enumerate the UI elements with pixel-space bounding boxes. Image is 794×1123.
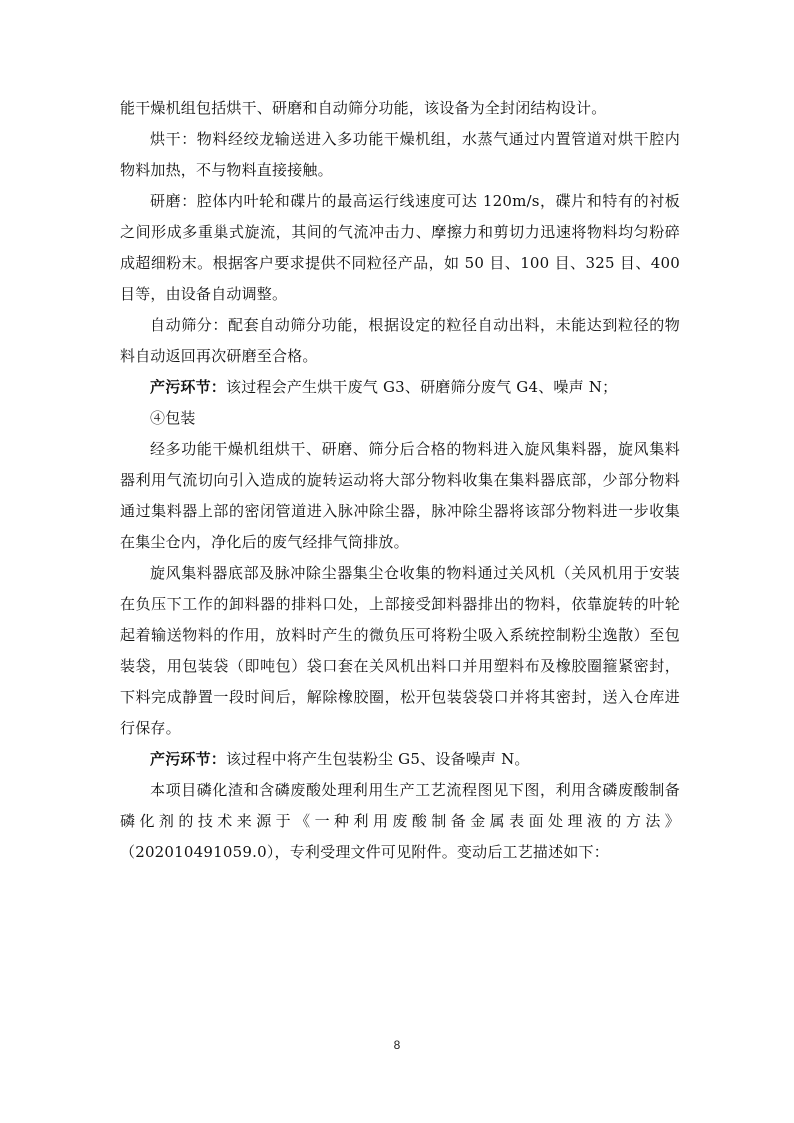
paragraph-pollution-stage-packaging — [120, 744, 680, 775]
page-number: 8 — [393, 1038, 401, 1052]
paragraph-grinding — [120, 186, 680, 310]
paragraph-text: 研磨：腔体内叶轮和碟片的最高运行线速度可达 120m/s，碟片和特有的衬板之间形成多重巢式旋流，其间的气流冲击力、摩擦力和剪切力迅速将物料均匀粉碎成超细粉末。根据客户要求提供不同粒径产品，如 50 目、100 目、325 目、400 目等，由设备自动调整。 — [120, 192, 680, 303]
paragraph-auto-screening — [120, 310, 680, 372]
paragraph-text: 旋风集料器底部及脉冲除尘器集尘仓收集的物料通过关风机（关风机用于安装在负压下工作的卸料器的排料口处，上部接受卸料器排出的物料，依靠旋转的叶轮起着输送物料的作用，放料时产生的微负压可将粉尘吸入系统控制粉尘逸散）至包装袋，用包装袋（即吨包）袋口套在关风机出料口并用塑料布及橡胶圈箍紧密封，下料完成静置一段时间后，解除橡胶圈，松开包装袋袋口并将其密封，送入仓库进行保存。 — [120, 564, 680, 737]
paragraph-text: 该过程会产生烘干废气 G3、研磨筛分废气 G4、噪声 N； — [226, 378, 618, 396]
paragraph-process-source — [120, 775, 680, 868]
paragraph-text: 该过程中将产生包装粉尘 G5、设备噪声 N。 — [226, 750, 530, 768]
paragraph-rotary-valve-packing — [120, 558, 680, 744]
pollution-stage-label: 产污环节： — [150, 378, 227, 396]
section-heading-text: ④包装 — [150, 409, 196, 427]
paragraph-text: 本项目磷化渣和含磷废酸处理利用生产工艺流程图见下图，利用含磷废酸制备磷化剂的技术来源于《一种利用废酸制备金属表面处理液的方法》（202010491059.0），专利受理文件可见附件。变动后工艺描述如下： — [120, 781, 680, 861]
section-heading-packaging — [120, 403, 680, 434]
paragraph-text: 自动筛分：配套自动筛分功能，根据设定的粒径自动出料，未能达到粒径的物料自动返回再次研磨至合格。 — [120, 316, 680, 365]
pollution-stage-label: 产污环节： — [150, 750, 227, 768]
paragraph-text: 烘干：物料经绞龙输送进入多功能干燥机组，水蒸气通过内置管道对烘干腔内物料加热，不与物料直接接触。 — [120, 130, 680, 179]
paragraph-drying — [120, 124, 680, 186]
paragraph-cyclone-collector — [120, 434, 680, 558]
body-text — [120, 93, 680, 868]
paragraph-pollution-stage-drying — [120, 372, 680, 403]
paragraph-dryer-unit-intro — [120, 93, 680, 124]
paragraph-text: 经多功能干燥机组烘干、研磨、筛分后合格的物料进入旋风集料器，旋风集料器利用气流切向引入造成的旋转运动将大部分物料收集在集料器底部，少部分物料通过集料器上部的密闭管道进入脉冲除尘器，脉冲除尘器将该部分物料进一步收集在集尘仓内，净化后的废气经排气筒排放。 — [120, 440, 680, 551]
paragraph-text: 能干燥机组包括烘干、研磨和自动筛分功能，该设备为全封闭结构设计。 — [120, 99, 607, 117]
